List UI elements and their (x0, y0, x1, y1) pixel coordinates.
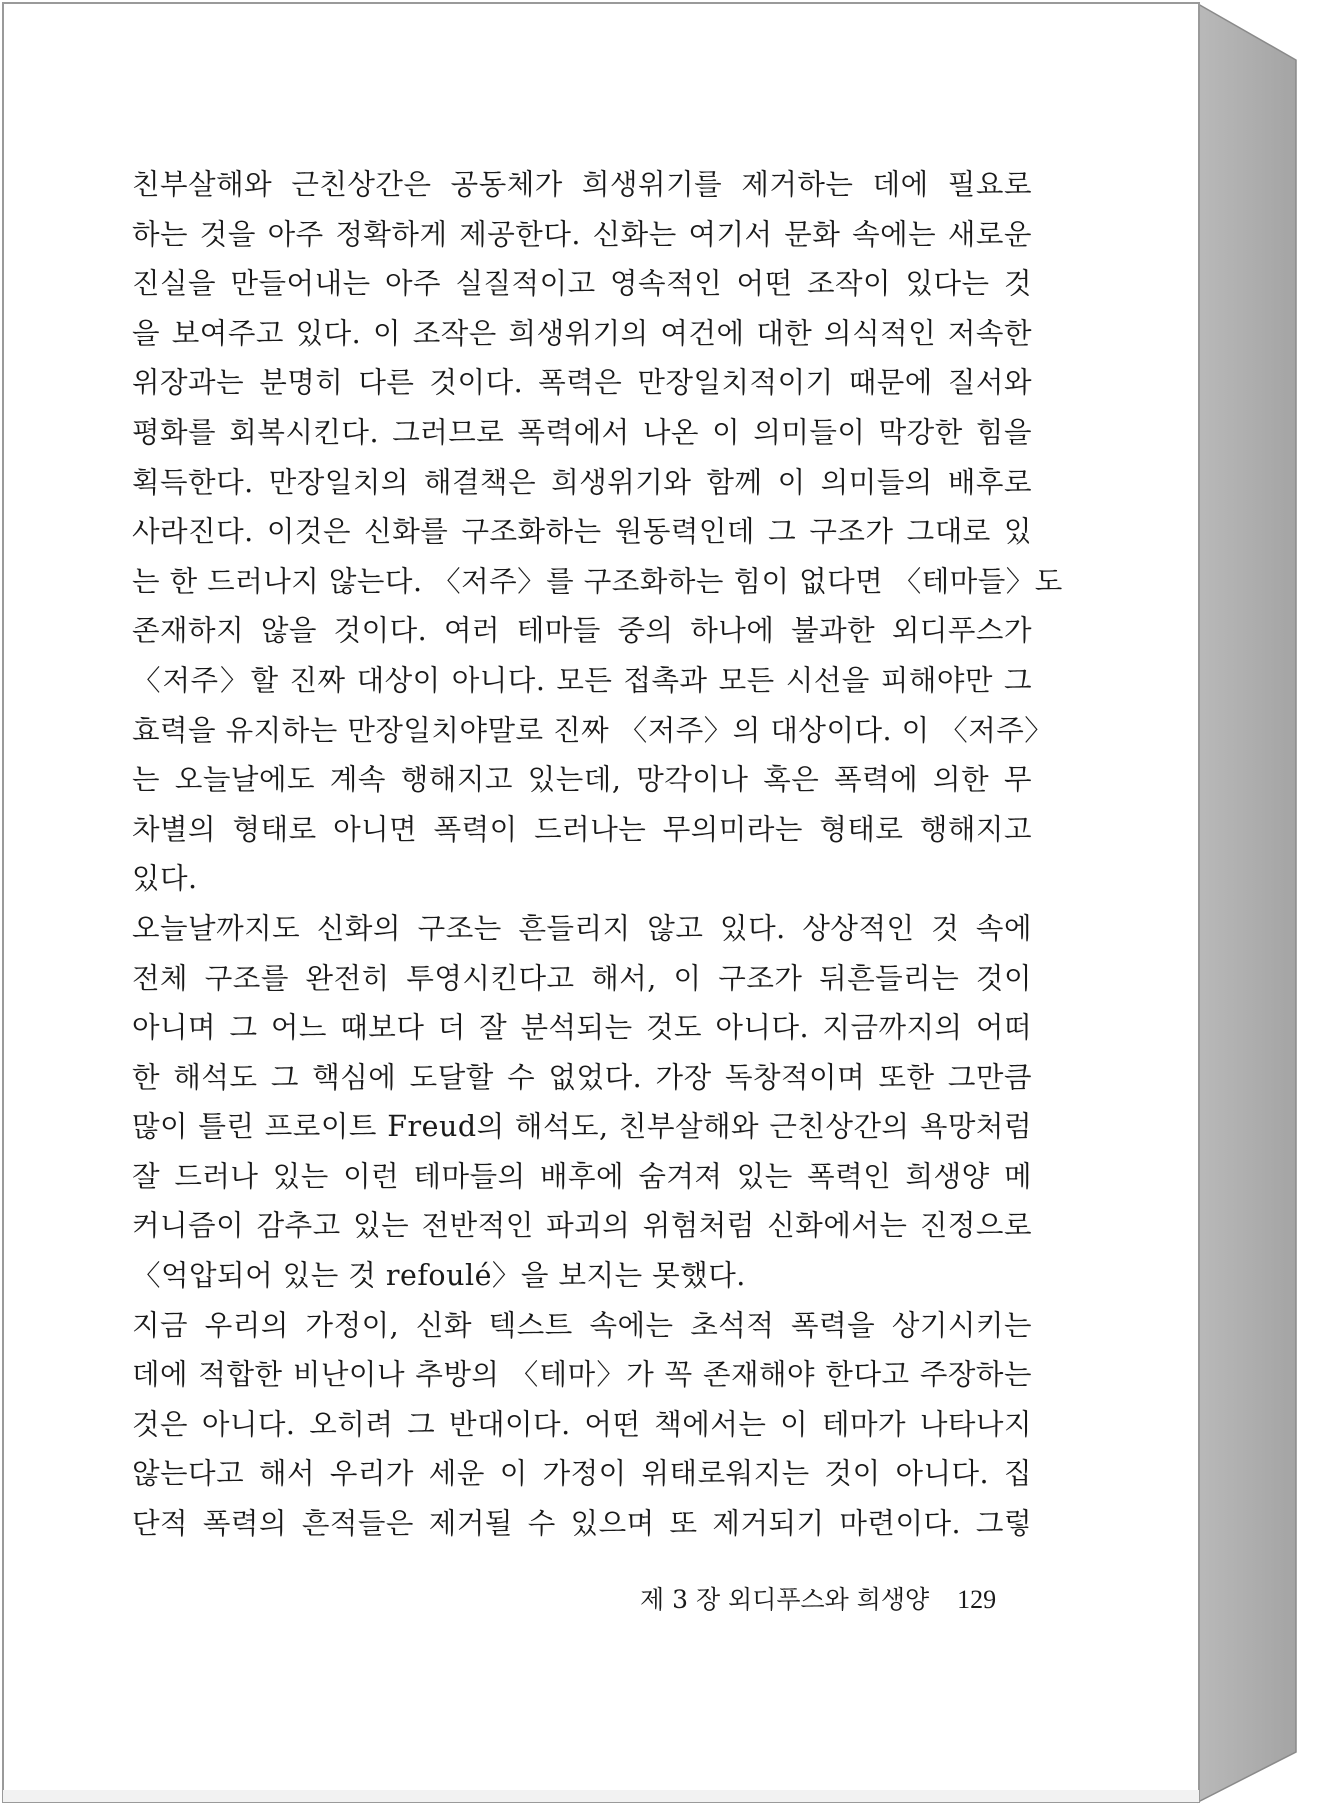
text-line: 오늘날까지도 신화의 구조는 흔들리지 않고 있다. 상상적인 것 속에 (132, 911, 1032, 945)
text-line: 것은 아니다. 오히려 그 반대이다. 어떤 책에서는 이 테마가 나타나지 (132, 1407, 1032, 1441)
running-footer (640, 1580, 1010, 1620)
text-line: 전체 구조를 완전히 투영시킨다고 해서, 이 구조가 뒤흔들리는 것이 (132, 961, 1032, 995)
text-line: 존재하지 않을 것이다. 여러 테마들 중의 하나에 불과한 외디푸스가 (132, 614, 1032, 648)
text-line: 는 오늘날에도 계속 행해지고 있는데, 망각이나 혹은 폭력에 의한 무 (132, 763, 1032, 797)
text-line: 위장과는 분명히 다른 것이다. 폭력은 만장일치적이기 때문에 질서와 (132, 366, 1032, 400)
body-text (132, 160, 1063, 1549)
text-line: 친부살해와 근친상간은 공동체가 희생위기를 제거하는 데에 필요로 (132, 168, 1032, 201)
text-line: 단적 폭력의 흔적들은 제거될 수 있으며 또 제거되기 마련이다. 그렇 (132, 1507, 1032, 1541)
chapter-title: 제 3 장 외디푸스와 희생양 (640, 1585, 930, 1614)
text-line: 획득한다. 만장일치의 해결책은 희생위기와 함께 이 의미들의 배후로 (132, 465, 1032, 499)
text-line: 는 한 드러나지 않는다. 〈저주〉를 구조화하는 힘이 없다면 〈테마들〉도 (132, 564, 1063, 598)
text-line: 아니며 그 어느 때보다 더 잘 분석되는 것도 아니다. 지금까지의 어떠 (132, 1011, 1032, 1045)
text-line: 〈저주〉할 진짜 대상이 아니다. 모든 접촉과 모든 시선을 피해야만 그 (132, 663, 1032, 697)
text-line: 진실을 만들어내는 아주 실질적이고 영속적인 어떤 조작이 있다는 것 (132, 267, 1032, 301)
text-line: 평화를 회복시킨다. 그러므로 폭력에서 나온 이 의미들이 막강한 힘을 (132, 415, 1032, 449)
text-line: 지금 우리의 가정이, 신화 텍스트 속에는 초석적 폭력을 상기시키는 (132, 1308, 1032, 1342)
text-line: 을 보여주고 있다. 이 조작은 희생위기의 여건에 대한 의식적인 저속한 (132, 316, 1032, 350)
text-line: 잘 드러나 있는 이런 테마들의 배후에 숨겨져 있는 폭력인 희생양 메 (132, 1159, 1032, 1193)
text-line: 하는 것을 아주 정확하게 제공한다. 신화는 여기서 문화 속에는 새로운 (132, 217, 1032, 251)
text-line: 있다. (132, 862, 198, 896)
text-line: 데에 적합한 비난이나 추방의 〈테마〉가 꼭 존재해야 한다고 주장하는 (132, 1358, 1032, 1392)
text-line: 커니즘이 감추고 있는 전반적인 파괴의 위험처럼 신화에서는 진정으로 (132, 1209, 1032, 1243)
text-line: 많이 틀린 프로이트 Freud의 해석도, 친부살해와 근친상간의 욕망처럼 (132, 1110, 1032, 1144)
text-line: 않는다고 해서 우리가 세운 이 가정이 위태로워지는 것이 아니다. 집 (132, 1457, 1032, 1491)
text-line: 효력을 유지하는 만장일치야말로 진짜 〈저주〉의 대상이다. 이 〈저주〉 (132, 713, 1054, 747)
book-edge (1198, 4, 1296, 1802)
text-line: 〈억압되어 있는 것 refoulé〉을 보지는 못했다. (132, 1259, 746, 1293)
text-line: 한 해석도 그 핵심에 도달할 수 없었다. 가장 독창적이며 또한 그만큼 (132, 1060, 1032, 1094)
page-number: 129 (957, 1585, 997, 1614)
text-line: 사라진다. 이것은 신화를 구조화하는 원동력인데 그 구조가 그대로 있 (132, 515, 1032, 549)
text-line: 차별의 형태로 아니면 폭력이 드러나는 무의미라는 형태로 행해지고 (132, 812, 1032, 846)
